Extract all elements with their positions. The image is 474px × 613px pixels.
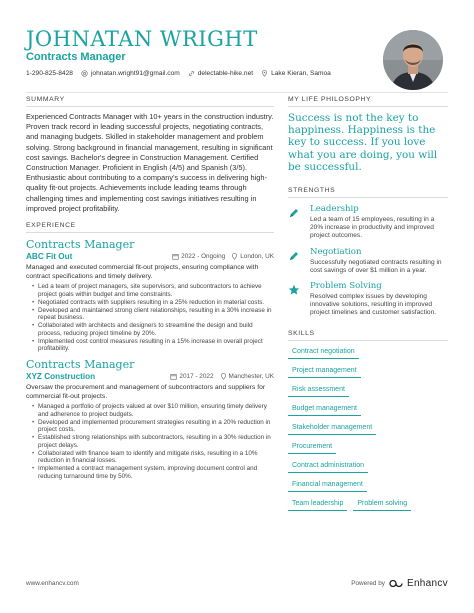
- skill-chip: Financial management: [288, 479, 367, 492]
- job-bullets: [26, 283, 274, 353]
- job-dates: 2022 - Ongoing: [181, 253, 226, 261]
- strength-item: [288, 281, 448, 318]
- candidate-title: Contracts Manager: [26, 51, 126, 63]
- at-sign-icon: [81, 70, 88, 77]
- avatar: [383, 30, 443, 90]
- experience-heading: EXPERIENCE: [26, 222, 274, 233]
- contact-link[interactable]: [188, 70, 253, 77]
- company-name: XYZ Construction: [26, 371, 96, 381]
- resume-header: [26, 28, 376, 77]
- strength-desc: Resolved complex issues by developing innovative solutions, resulting in improved project timelines and customer satisfaction.: [310, 293, 437, 317]
- link-icon: [188, 70, 195, 77]
- skill-chip: Contract administration: [288, 460, 368, 473]
- right-column: [288, 96, 448, 511]
- job-description: Managed and executed commercial fit-out projects, ensuring compliance with contract specifications and timely delivery.: [26, 264, 259, 281]
- skill-chip: Project management: [288, 365, 361, 378]
- footer-url[interactable]: www.enhancv.com: [26, 580, 79, 587]
- footer-brand[interactable]: [351, 578, 448, 589]
- skill-chip: Problem solving: [353, 498, 411, 511]
- phone-text: 1-290-825-8428: [26, 70, 73, 77]
- job-description: Oversaw the procurement and management of subcontractors and suppliers for commercial fit-out projects.: [26, 383, 266, 400]
- contact-location: [261, 70, 331, 77]
- job-bullets: [26, 403, 274, 481]
- experience-item: [26, 358, 274, 481]
- job-location: Manchester, UK: [228, 372, 274, 380]
- bullet-item: • Collaborated with architects and designers to streamline the design and build process, reducing project timeline by 20%.: [32, 322, 274, 337]
- bullet-item: • Collaborated with finance team to identify and mitigate risks, resulting in a 10% reduction in financial losses.: [32, 450, 274, 465]
- powered-by-text: Powered by: [351, 580, 385, 587]
- job-location: London, UK: [240, 253, 274, 261]
- left-column: [26, 96, 274, 481]
- location-text: Lake Kieran, Samoa: [271, 70, 331, 77]
- skills-heading: SKILLS: [288, 330, 448, 341]
- strength-desc: Led a team of 15 employees, resulting in a 20% increase in productivity and improved project outcomes.: [310, 216, 435, 240]
- bullet-item: • Managed a portfolio of projects valued at over $10 million, ensuring timely delivery and adherence to project budgets.: [32, 403, 274, 418]
- calendar-icon: [172, 253, 179, 260]
- calendar-icon: [170, 373, 177, 380]
- philosophy-quote: Success is not the key to happiness. Happiness is the key to success. If you love what you are doing, you will be successful.: [288, 112, 438, 173]
- footer: [26, 578, 448, 589]
- skill-chip: Team leadership: [288, 498, 347, 511]
- pen-icon: [288, 207, 300, 219]
- bullet-item: • Negotiated contracts with suppliers resulting in a 25% reduction in material costs.: [32, 299, 274, 307]
- skill-chip: Risk assessment: [288, 384, 349, 397]
- philosophy-heading: MY LIFE PHILOSOPHY: [288, 96, 448, 107]
- pen-icon: [288, 250, 300, 262]
- bullet-item: • Established strong relationships with subcontractors, resulting in a 30% reduction in project delays.: [32, 434, 274, 449]
- profile-photo: [383, 30, 443, 90]
- skill-chip: Contract negotiation: [288, 346, 359, 359]
- company-name: ABC Fit Out: [26, 252, 73, 262]
- job-dates: 2017 - 2022: [179, 372, 214, 380]
- location-pin-icon: [261, 70, 268, 77]
- contact-bar: [26, 70, 376, 77]
- brand-name: Enhancv: [406, 578, 448, 589]
- strength-title: Negotiation: [310, 246, 362, 257]
- candidate-name: JOHNATAN WRIGHT: [26, 27, 258, 51]
- strength-item: [288, 204, 448, 241]
- job-title: Contracts Manager: [26, 238, 135, 252]
- link-text: delectable-hike.net: [197, 70, 254, 77]
- location-pin-icon: [220, 373, 227, 380]
- email-text: johnatan.wright91@gmail.com: [90, 70, 180, 77]
- bullet-item: • Implemented a contract management system, improving document control and reducing turnaround time by 50%.: [32, 465, 274, 480]
- experience-item: [26, 238, 274, 353]
- strength-title: Problem Solving: [310, 281, 382, 292]
- strength-item: [288, 247, 448, 275]
- skill-chip: Procurement: [288, 441, 336, 454]
- skill-chip: Stakeholder management: [288, 422, 376, 435]
- summary-text: Experienced Contracts Manager with 10+ years in the construction industry. Proven track record in leading successful projects, negotiating contracts, and managing budgets. Skilled in stakeholder management and problem solving. Strong background in financial management, resulting in significant cost savings. Bachelor's degree in Construction Management. Certified Construction Manager. Proficient in English (4/5) and Spanish (3/5). Enthusiastic about contributing to a company's success in delivering high-quality fit-out projects. Achievements include leading teams through challenging times and implementing cost savings initiatives resulting in improved project profitability.: [26, 112, 274, 213]
- bullet-item: • Developed and implemented procurement strategies resulting in a 20% reduction in project costs.: [32, 419, 274, 434]
- bullet-item: • Led a team of project managers, site supervisors, and subcontractors to achieve project goals within budget and time constraints.: [32, 283, 274, 298]
- contact-email[interactable]: [81, 70, 180, 77]
- skills-list: [288, 346, 448, 511]
- bullet-item: • Implemented cost control measures resulting in a 15% increase in overall project profitability.: [32, 338, 274, 353]
- header-divider: [26, 92, 448, 93]
- enhancv-logo-icon: [389, 579, 403, 588]
- bullet-item: • Developed and maintained strong client relationships, resulting in a 30% increase in repeat business.: [32, 307, 274, 322]
- star-icon: [288, 284, 300, 296]
- job-title: Contracts Manager: [26, 357, 135, 371]
- location-pin-icon: [231, 253, 238, 260]
- strength-title: Leadership: [310, 204, 359, 215]
- strengths-heading: STRENGTHS: [288, 187, 448, 198]
- skill-chip: Budget management: [288, 403, 361, 416]
- strength-desc: Successfully negotiated contracts resulting in cost savings of over $1 million in a year.: [310, 258, 442, 274]
- summary-heading: SUMMARY: [26, 96, 274, 107]
- contact-phone[interactable]: [26, 70, 73, 77]
